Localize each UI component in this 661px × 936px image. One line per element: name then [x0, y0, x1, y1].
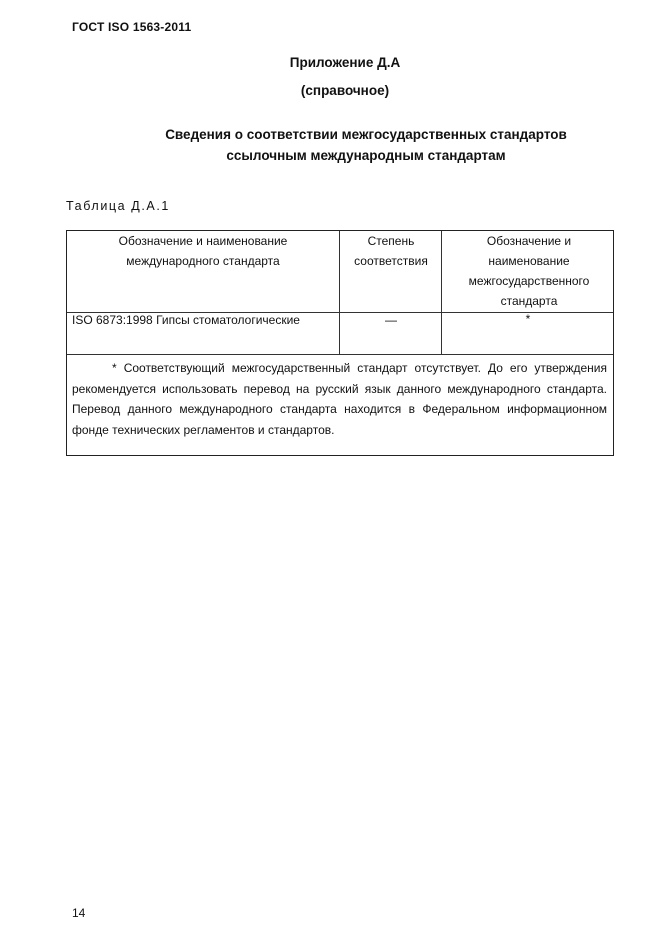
header-cell-international: Обозначение и наименование международного стандарта	[118, 234, 288, 268]
page-number: 14	[72, 906, 86, 920]
section-heading	[0, 124, 661, 166]
header-cell-degree: Степень соответствия	[354, 234, 428, 268]
column-divider-2	[441, 231, 442, 355]
document-id: ГОСТ ISO 1563-2011	[72, 20, 192, 34]
column-divider-1	[339, 231, 340, 355]
appendix-subtitle: (справочное)	[300, 83, 390, 98]
table-label: Таблица Д.А.1	[66, 199, 170, 213]
row-divider	[67, 354, 613, 355]
row-international-standard: ISO 6873:1998 Гипсы стоматологические	[72, 313, 300, 327]
header-cell-interstate: Обозначение и наименование межгосударственного стандарта	[468, 234, 590, 308]
correspondence-table	[66, 230, 614, 456]
section-heading-line-1: Сведения о соответствии межгосударственных стандартов	[165, 127, 567, 142]
table-footnote: * Соответствующий межгосударственный стандарт отсутствует. До его утверждения рекомендуется использовать перевод на русский язык данного международного стандарта. Перевод данного международного стандарта находится в Федеральном информационном фонде технических регламентов и стандартов.	[72, 361, 607, 437]
row-interstate-standard: *	[525, 312, 531, 326]
section-heading-line-2: ссылочным международным стандартам	[226, 148, 506, 163]
row-degree: —	[385, 313, 397, 327]
appendix-title: Приложение Д.А	[289, 55, 401, 70]
